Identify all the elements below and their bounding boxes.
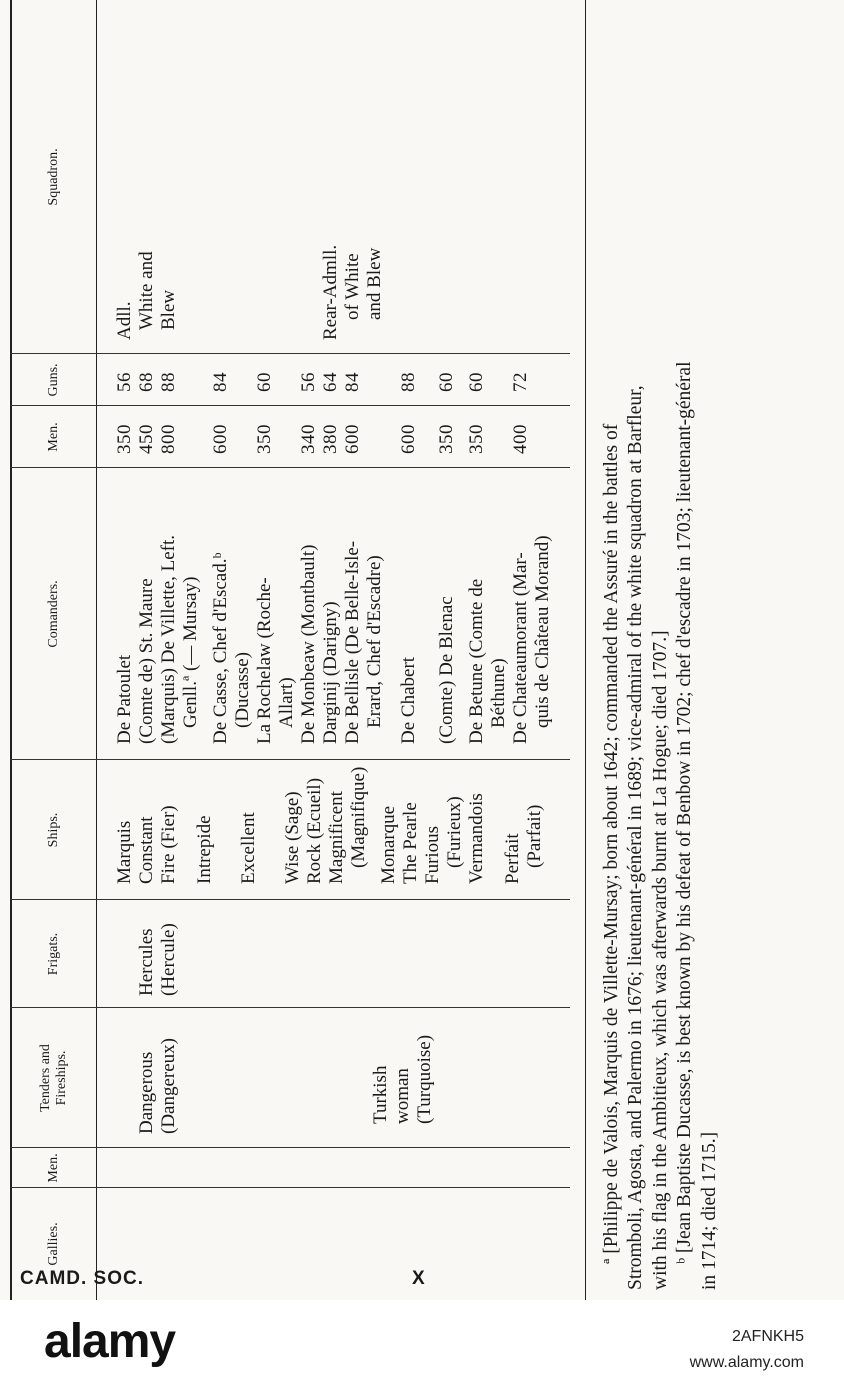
header-tenders: Tenders and Fireships. [37,1044,69,1112]
footnote-a-line1: ª [Philippe de Valois, Marquis de Villette-Mursay; born about 1642; commanded the Assuré in the battles of [601,423,622,1264]
cmdr-villette: (Marquis) De Villette, Left. [158,534,179,744]
ship-vermandois: Vermandois [466,793,487,884]
frigat-hercules-fr: (Hercule) [158,923,179,996]
men-value: 340 [298,424,319,454]
footnote-a-line3: with his flag in the Ambitieux, which was afterwards burnt at La Hogue; died 1707.] [649,630,671,1290]
guns-value: 84 [342,372,363,392]
squadron-rear-admll: Rear-Admll. [320,244,341,340]
tender-dangerous-fr: (Dangereux) [158,1037,179,1134]
cmdr-erard: Erard, Chef d'Escadre) [364,555,385,728]
men-value: 350 [254,424,275,454]
ship-wise: Wise (Sage) [282,791,303,884]
cmdr-chateau-morand: quis de Château Morand) [532,535,553,728]
ship-magnificent: Magnificent [326,791,347,884]
guns-value: 84 [210,372,231,392]
guns-value: 72 [510,372,531,392]
men-value: 600 [210,424,231,454]
cmdr-betune: De Betune (Comte de [466,578,487,744]
cmdr-chateaumorant: De Chateaumorant (Mar- [510,552,531,744]
watermark-info [690,1324,804,1375]
guns-value: 68 [136,372,157,392]
ship-furieux: (Furieux) [444,796,465,868]
header-squadron: Squadron. [45,148,61,206]
watermark-url: www.alamy.com [689,1353,804,1371]
men-value: 400 [510,424,531,454]
ship-furious: Furious [422,825,443,884]
ship-marquis: Marquis [114,820,135,884]
header-comanders: Comanders. [45,580,61,648]
squadron-white-and: White and [136,251,157,330]
cmdr-ducasse: (Ducasse) [232,652,253,728]
squadron-of-white: of White [342,253,363,320]
tender-turkish: Turkish [370,1065,391,1124]
cmdr-casse: De Casse, Chef d'Escad.ᵇ [210,552,231,744]
watermark-band [0,1300,844,1390]
cmdr-allart: Allart) [276,677,297,728]
squadron-blew: Blew [158,289,179,330]
cmdr-monbeaw: De Monbeaw (Montbault) [298,544,319,744]
guns-value: 60 [254,372,275,392]
men-value: 600 [342,424,363,454]
tender-dangerous: Dangerous [136,1051,157,1134]
squadron-adll: Adll. [114,301,135,340]
running-footer-signature: X [412,1268,426,1289]
men-value: 600 [398,424,419,454]
men-value: 350 [466,424,487,454]
guns-value: 88 [398,372,419,392]
header-guns: Guns. [45,363,61,397]
men-value: 800 [158,424,179,454]
ship-constant: Constant [136,816,157,884]
footnotes [600,20,722,1290]
footnote-a-line2: Stromboli, Agosta, and Palermo in 1676; lieutenant-général in 1689; vice-admiral of the white squadron at Barfleur, [625,385,647,1290]
header-gallies: Gallies. [45,1222,61,1266]
guns-value: 56 [114,372,135,392]
ship-parfait: (Parfait) [524,804,545,868]
cmdr-bethune: Béthune) [488,658,509,728]
ship-perfait: Perfait [502,833,523,884]
men-value: 350 [114,424,135,454]
cmdr-darginij: Darginij (Darigny) [320,601,341,744]
men-value: 450 [136,424,157,454]
table-bottom-rule [585,0,586,1300]
cmdr-chabert: De Chabert [398,656,419,744]
frigat-hercules: Hercules [136,928,157,996]
tender-woman: woman [392,1068,413,1124]
cmdr-rochelaw: La Rochelaw (Roche- [254,577,275,744]
guns-value: 60 [436,372,457,392]
tender-turquoise: (Turquoise) [414,1034,435,1124]
guns-value: 88 [158,372,179,392]
cmdr-blenac: (Comte) De Blenac [436,596,457,744]
squadron-and-blew: and Blew [364,247,385,320]
footnote-b-line2: in 1714; died 1715.] [698,1131,720,1290]
ship-fire: Fire (Fier) [158,805,179,884]
men-value: 350 [436,424,457,454]
ship-pearle: The Pearle [400,802,421,884]
cmdr-villette-2: Genll.ª (— Mursay) [180,576,201,728]
men-value: 380 [320,424,341,454]
header-ships: Ships. [45,812,61,848]
ship-monarque: Monarque [378,805,399,884]
header-men: Men. [45,1153,61,1183]
ship-intrepide: Intrepide [194,815,215,884]
guns-value: 60 [466,372,487,392]
alamy-logo: alamy [44,1315,176,1368]
footnote-b-line1: ᵇ [Jean Baptiste Ducasse, is best known by his defeat of Benbow in 1702; chef d'escadre in 1703; lieutenant-général [674,361,696,1264]
image-id: 2AFNKH5 [731,1328,804,1345]
guns-value: 56 [298,372,319,392]
ship-excellent: Excellent [238,812,259,884]
header-frigats: Frigats. [45,932,61,976]
ship-rock: Rock (Ecueil) [304,777,325,884]
running-footer-society: CAMD. SOC. [20,1268,144,1289]
cmdr-bellisle: De Bellisle (De Belle-Isle- [342,540,363,744]
header-men2: Men. [45,422,61,452]
cmdr-patoulet: De Patoulet [114,654,135,744]
ship-magnifique: (Magnifique) [348,766,369,868]
header-bottom-rule [96,0,97,1300]
guns-value: 64 [320,372,341,392]
cmdr-st-maure: (Comte de) St. Maure [136,578,157,744]
